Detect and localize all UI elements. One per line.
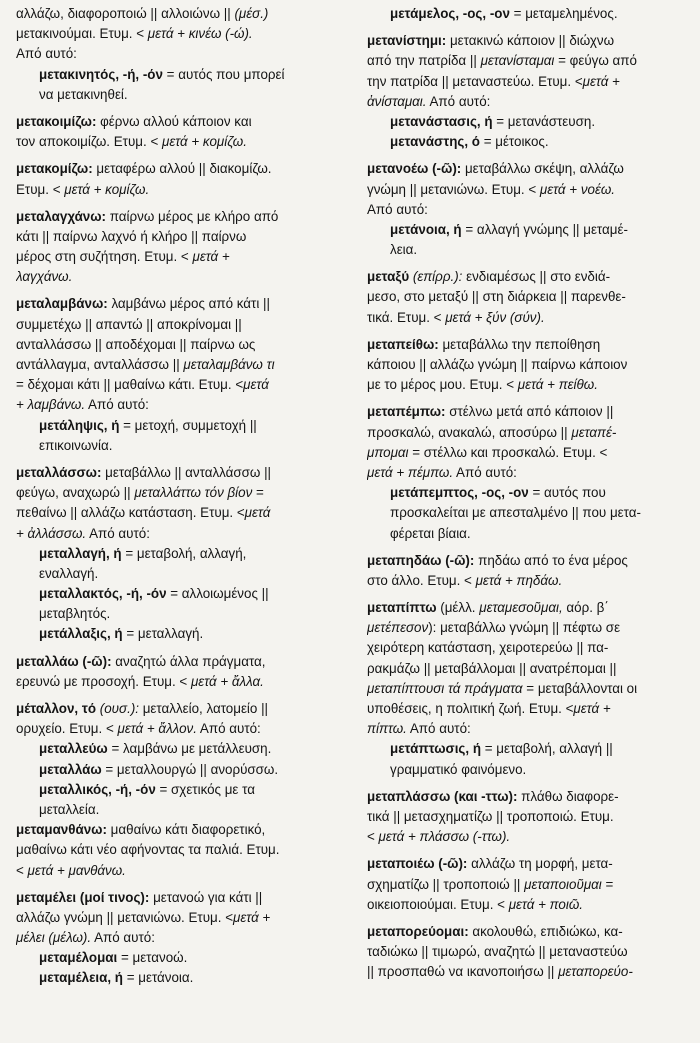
entry-line <box>367 679 689 699</box>
definition-text: λαμβάνω μέρος από κάτι || <box>107 296 270 312</box>
entry-line <box>367 335 689 355</box>
etymology-italic: μετά + πέμπω. <box>367 464 454 480</box>
subentry-line <box>16 624 334 644</box>
definition-text: αντάλλαγμα, ανταλλάσσω || <box>16 357 184 372</box>
headword: μετάληψις, ή <box>39 417 120 433</box>
definition-text: την πατρίδα || μεταναστεύω. Ετυμ. < <box>367 73 583 89</box>
entry-line <box>367 375 689 395</box>
definition-text: γραμματικό φαινόμενο. <box>390 761 527 777</box>
subentry-line <box>367 760 689 780</box>
definition-text: τικά. Ετυμ. < <box>367 309 446 325</box>
entry-line <box>367 355 689 375</box>
definition-text: να μετακινηθεί. <box>39 86 128 102</box>
etymology-italic: λαγχάνω. <box>16 269 73 285</box>
etymology-italic: μετανίσταμαι <box>480 53 555 69</box>
etymology-italic: (ουσ.): <box>96 701 139 716</box>
entry-line <box>16 395 334 415</box>
definition-text: < <box>367 829 379 845</box>
entry-line <box>16 652 334 672</box>
left-column <box>16 4 334 989</box>
subentry-line <box>367 739 689 759</box>
entry-line <box>367 827 689 847</box>
definition-text: μαθαίνω κάτι νέο αφήνοντας τα παλιά. Ετυμ. <box>16 842 280 858</box>
definition-text: ): μεταβάλλω γνώμη || πέφτω σε <box>428 620 621 636</box>
headword: μεταπίπτω <box>367 600 437 616</box>
definition-text: με το μέρος μου. Ετυμ. < <box>367 377 518 393</box>
entry-line <box>367 598 689 618</box>
etymology-italic: μετά + <box>582 73 620 89</box>
headword: μετάμελος, -ος, -ον <box>390 6 510 21</box>
subentry-line <box>367 220 689 240</box>
definition-text: μετακινώ κάποιον || διώχνω <box>446 33 615 49</box>
headword: μεταλλαγή, ή <box>39 545 122 561</box>
definition-text: = μεταλλουργώ || ανορύσσω. <box>101 761 279 777</box>
definition-text: Από αυτό: <box>85 397 149 413</box>
definition-text: αλλάζω τη μορφή, μετα- <box>467 856 613 872</box>
definition-text: γνώμη || μετανιώνω. Ετυμ. < <box>367 181 540 197</box>
headword: μετάνοια, ή <box>390 221 462 237</box>
etymology-italic: μετά + ξύν (σύν). <box>445 309 545 325</box>
entry-line <box>367 402 689 422</box>
etymology-italic: (μέσ.) <box>234 6 269 21</box>
definition-text: = στέλλω και προσκαλώ. Ετυμ. < <box>408 444 608 460</box>
definition-text: υποθέσεις, η πολιτική ζωή. Ετυμ. < <box>367 701 574 716</box>
entry-line <box>16 463 334 483</box>
headword: μεταπείθω: <box>367 336 439 352</box>
etymology-italic: μετά + <box>573 701 611 716</box>
definition-text: μεσο, στο μεταξύ || στη διάρκεια || παρενθε- <box>367 289 626 305</box>
headword: μετάλλαξις, ή <box>39 626 123 642</box>
etymology-italic: μεταλαμβάνω τι <box>183 357 275 372</box>
headword: μεταλλάσσω: <box>16 464 102 480</box>
entry-line <box>367 180 689 200</box>
dictionary-entry <box>16 159 334 199</box>
definition-text: Από αυτό: <box>453 464 517 480</box>
dictionary-entry <box>367 922 689 983</box>
definition-text: μεταφέρω αλλού || διακομίζω. <box>92 161 272 177</box>
definition-text: ενδιαμέσως || στο ενδιά- <box>462 269 611 285</box>
definition-text: = αλλοιωμένος || <box>166 586 269 602</box>
entry-line <box>367 638 689 658</box>
entry-line <box>16 888 334 908</box>
definition-text: λεια. <box>390 242 418 258</box>
dictionary-entry <box>16 652 334 692</box>
definition-text: = μεταλλαγή. <box>122 626 204 642</box>
etymology-italic: + ἀλλάσσω. <box>16 525 87 541</box>
etymology-italic: μετά + ἄλλον. <box>117 721 197 737</box>
etymology-italic: + λαμβάνω. <box>16 397 86 413</box>
dictionary-entry <box>367 335 689 396</box>
definition-text: πεθαίνω || αλλάζω κατάσταση. Ετυμ. < <box>16 505 245 521</box>
definition-text: φέρεται βίαια. <box>390 525 471 541</box>
dictionary-entry <box>16 207 334 288</box>
definition-text: ορυχείο. Ετυμ. < <box>16 721 118 737</box>
subentry-line <box>16 800 334 820</box>
etymology-italic: μεταμεσοῦμαι, <box>479 600 563 616</box>
etymology-italic: μετά + ἄλλα. <box>190 673 264 689</box>
subentry-line <box>16 739 334 759</box>
subentry-line <box>367 112 689 132</box>
headword: μετανάστης, ό <box>390 134 480 150</box>
subentry-line <box>16 65 334 85</box>
headword: μετανοέω (-ῶ): <box>367 161 462 177</box>
headword: μεταπορεύομαι: <box>367 923 469 939</box>
definition-text: χειρότερη κατάσταση, χειροτερεύω || πα- <box>367 640 609 656</box>
definition-text: Ετυμ. < <box>16 181 65 197</box>
headword: μεταμέλει (μοί τινος): <box>16 889 150 905</box>
entry-line <box>16 483 334 503</box>
etymology-italic: μπομαι <box>367 444 409 460</box>
entry-line <box>367 200 689 220</box>
headword: μετανίστημι: <box>367 33 447 49</box>
entry-line <box>16 4 334 24</box>
entry-line <box>16 699 334 719</box>
subentry-line <box>16 948 334 968</box>
entry-line <box>367 423 689 443</box>
definition-text: μετακινούμαι. Ετυμ. < <box>16 26 148 42</box>
entry-line <box>16 227 334 247</box>
dictionary-entry <box>16 888 334 989</box>
entry-line <box>16 159 334 179</box>
definition-text: φέρνω αλλού κάποιον και <box>96 113 252 129</box>
definition-text: = μετοχή, συμμετοχή || <box>119 417 257 433</box>
definition-text: τικά || μετασχηματίζω || τροποποιώ. Ετυμ. <box>367 808 614 824</box>
dictionary-entry <box>367 159 689 260</box>
definition-text: = μετανοώ. <box>117 950 188 966</box>
subentry-line <box>367 4 689 24</box>
entry-line <box>16 820 334 840</box>
headword: μεταλαμβάνω: <box>16 296 108 312</box>
etymology-italic: μέλει (μέλω). <box>16 930 92 946</box>
entry-line <box>16 180 334 200</box>
definition-text: (μέλλ. <box>436 600 480 616</box>
definition-text: = αυτός που <box>528 485 606 501</box>
subentry-line <box>16 760 334 780</box>
definition-text: Από αυτό: <box>406 721 471 737</box>
subentry-line <box>367 503 689 523</box>
etymology-italic: μετά + κομίζω. <box>162 134 247 150</box>
definition-text: προσκαλείται με απεσταλμένο || που μετα- <box>390 505 641 521</box>
entry-line <box>367 854 689 874</box>
etymology-italic: μετέπεσον <box>367 620 429 636</box>
definition-text: Από αυτό: <box>367 201 428 217</box>
entry-line <box>367 699 689 719</box>
definition-text: μέρος στη συζήτηση. Ετυμ. < <box>16 249 193 265</box>
entry-line <box>16 267 334 287</box>
definition-text: = μεταμελημένος. <box>509 6 618 21</box>
headword: μεταλλικός, -ή, -όν <box>39 781 156 797</box>
definition-text: κάτι || παίρνω λαχνό ή κλήρο || παίρνω <box>16 228 247 244</box>
definition-text: = μεταβολή, αλλαγή || <box>481 741 613 757</box>
headword: μετακινητός, -ή, -όν <box>39 66 163 82</box>
definition-text: ερευνώ με προσοχή. Ετυμ. < <box>16 673 191 689</box>
headword: μεταλαγχάνω: <box>16 208 107 224</box>
entry-line <box>367 719 689 739</box>
headword: μεταξύ <box>367 269 410 285</box>
definition-text: = μεταβάλλονται οι <box>522 680 638 696</box>
dictionary-entry <box>367 551 689 591</box>
etymology-italic: μετά + <box>233 909 271 925</box>
definition-text: μεταλλείο, λατομείο || <box>139 701 269 716</box>
etymology-italic: μετά + νοέω. <box>539 181 616 197</box>
entry-line <box>16 355 334 375</box>
definition-text: μαθαίνω κάτι διαφορετικό, <box>106 822 266 838</box>
entry-line <box>367 922 689 942</box>
etymology-italic: μεταπέ- <box>571 424 617 440</box>
entry-line <box>367 267 689 287</box>
definition-text: πλάθω διαφορε- <box>517 788 619 804</box>
headword: μεταποιέω (-ῶ): <box>367 856 468 872</box>
definition-text: μεταβάλλω σκέψη, αλλάζω <box>461 161 624 177</box>
entry-line <box>367 308 689 328</box>
definition-text: = αλλαγή γνώμης || μεταμέ- <box>461 221 628 237</box>
subentry-line <box>16 564 334 584</box>
entry-line <box>367 618 689 638</box>
entry-line <box>16 294 334 314</box>
entry-line <box>16 132 334 152</box>
definition-text: από την πατρίδα || <box>367 53 481 69</box>
entry-line <box>367 807 689 827</box>
entry-line <box>367 659 689 679</box>
etymology-italic: ἀνίσταμαι. <box>367 93 427 109</box>
entry-line <box>16 24 334 44</box>
headword: μεταλλακτός, -ή, -όν <box>39 586 167 602</box>
etymology-italic: μετά + πείθω. <box>517 377 598 393</box>
subentry-line <box>16 584 334 604</box>
headword: μεταμανθάνω: <box>16 822 107 838</box>
entry-line <box>16 315 334 335</box>
entry-line <box>16 524 334 544</box>
entry-line <box>367 463 689 483</box>
dictionary-entry <box>16 820 334 881</box>
subentry-line <box>367 132 689 152</box>
headword: μετανάστασις, ή <box>390 113 493 129</box>
subentry-line <box>16 416 334 436</box>
definition-text: Από αυτό: <box>86 525 150 541</box>
entry-line <box>16 840 334 860</box>
dictionary-entry <box>16 463 334 645</box>
etymology-italic: μεταλλάττω τόν βίον <box>134 485 253 501</box>
entry-line <box>16 503 334 523</box>
definition-text: αλλάζω γνώμη || μετανιώνω. Ετυμ. < <box>16 909 234 925</box>
definition-text: εναλλαγή. <box>39 565 99 581</box>
etymology-italic: μετά <box>244 505 271 521</box>
definition-text: ρακμάζω || μεταβάλλομαι || ανατρέπομαι || <box>367 660 617 676</box>
definition-text: = μετάνοια. <box>123 970 194 986</box>
dictionary-entry <box>367 854 689 915</box>
definition-text: φεύγω, αναχωρώ || <box>16 485 135 501</box>
entry-line <box>367 92 689 112</box>
definition-text: ανταλλάσσω || αποδέχομαι || παίρνω ως <box>16 336 256 352</box>
headword: μετάπεμπτος, -ος, -ον <box>390 485 529 501</box>
dictionary-entry <box>367 402 689 543</box>
definition-text: = αυτός που μπορεί <box>162 66 285 82</box>
entry-line <box>16 44 334 64</box>
definition-text: = λαμβάνω με μετάλλευση. <box>107 741 272 757</box>
entry-line <box>367 571 689 591</box>
definition-text: Από αυτό: <box>426 93 491 109</box>
definition-text: στο άλλο. Ετυμ. < <box>367 572 476 588</box>
headword: μετάπτωσις, ή <box>390 741 482 757</box>
definition-text: Από αυτό: <box>16 46 77 62</box>
subentry-line <box>367 524 689 544</box>
entry-line <box>367 31 689 51</box>
dictionary-entry <box>367 787 689 848</box>
definition-text: στέλνω μετά από κάποιον || <box>445 404 614 420</box>
headword: μεταλλεύω <box>39 741 108 757</box>
entry-line <box>16 719 334 739</box>
definition-text: μεταλλεία. <box>39 801 100 817</box>
entry-line <box>367 942 689 962</box>
dictionary-entry <box>367 4 689 24</box>
definition-text: οικειοποιούμαι. Ετυμ. < <box>367 896 509 912</box>
entry-line <box>16 908 334 928</box>
dictionary-entry <box>16 699 334 820</box>
definition-text: = δέχομαι κάτι || μαθαίνω κάτι. Ετυμ. < <box>16 377 244 393</box>
definition-text: μεταβάλλω την πεποίθηση <box>438 336 601 352</box>
entry-line <box>367 787 689 807</box>
etymology-italic: μεταπίπτουσι τά πράγματα <box>367 680 523 696</box>
definition-text: = μεταβολή, αλλαγή, <box>121 545 247 561</box>
definition-text: < <box>16 862 28 878</box>
headword: μετακοιμίζω: <box>16 113 97 129</box>
definition-text: αόρ. β΄ <box>562 600 609 616</box>
definition-text: πηδάω από το ένα μέρος <box>474 552 628 568</box>
etymology-italic: μετά + κομίζω. <box>64 181 150 197</box>
entry-line <box>367 51 689 71</box>
etymology-italic: μετά + πηδάω. <box>475 572 563 588</box>
headword: μεταπέμπω: <box>367 404 446 420</box>
definition-text: συμμετέχω || απαντώ || αποκρίνομαι || <box>16 316 242 332</box>
entry-line <box>16 335 334 355</box>
definition-text: = <box>601 876 614 892</box>
entry-line <box>16 928 334 948</box>
definition-text: κάποιου || αλλάζω γνώμη || παίρνω κάποιον <box>367 357 628 372</box>
definition-text: = μέτοικος. <box>479 134 549 150</box>
definition-text: αναζητώ άλλα πράγματα, <box>111 653 266 669</box>
definition-text: Από αυτό: <box>91 930 155 946</box>
definition-text: μεταβλητός. <box>39 606 111 622</box>
headword: μεταπλάσσω (και -ττω): <box>367 788 518 804</box>
subentry-line <box>16 85 334 105</box>
right-column <box>367 4 689 982</box>
entry-line <box>367 875 689 895</box>
definition-text: αλλάζω, διαφοροποιώ || αλλοιώνω || <box>16 6 235 21</box>
headword: μέταλλον, τό <box>16 701 97 716</box>
etymology-italic: πίπτω. <box>367 721 407 737</box>
definition-text: = <box>252 485 264 501</box>
etymology-italic: μετά + ποιῶ. <box>508 896 583 912</box>
dictionary-entry <box>367 598 689 780</box>
dictionary-entry <box>367 267 689 328</box>
subentry-line <box>16 780 334 800</box>
definition-text: = φεύγω από <box>554 53 637 69</box>
headword: μεταλλάω (-ῶ): <box>16 653 112 669</box>
entry-line <box>16 375 334 395</box>
definition-text: ακολουθώ, επιδιώκω, κα- <box>468 923 623 939</box>
headword: μεταμέλεια, ή <box>39 970 123 986</box>
entry-line <box>367 962 689 982</box>
etymology-italic: μετά + πλάσσω (-ττω). <box>378 829 511 845</box>
dictionary-entry <box>16 112 334 152</box>
definition-text: ταδιώκω || τιμωρώ, αναζητώ || μεταναστεύω <box>367 944 628 960</box>
etymology-italic: (επίρρ.): <box>409 269 463 285</box>
definition-text: = μετανάστευση. <box>492 113 596 129</box>
etymology-italic: μετά <box>243 377 269 393</box>
dictionary-entry <box>16 294 334 456</box>
headword: μεταμέλομαι <box>39 950 118 966</box>
definition-text: Από αυτό: <box>196 721 261 737</box>
headword: μεταπηδάω (-ῶ): <box>367 552 475 568</box>
etymology-italic: μετά + <box>192 249 230 265</box>
entry-line <box>367 443 689 463</box>
headword: μετακομίζω: <box>16 161 93 177</box>
entry-line <box>367 72 689 92</box>
definition-text: προσκαλώ, ανακαλώ, αποσύρω || <box>367 424 572 440</box>
subentry-line <box>16 604 334 624</box>
entry-line <box>367 895 689 915</box>
etymology-italic: μεταπορεύο- <box>558 964 633 980</box>
entry-line <box>16 672 334 692</box>
subentry-line <box>16 544 334 564</box>
entry-line <box>367 159 689 179</box>
definition-text: επικοινωνία. <box>39 437 113 453</box>
etymology-italic: μεταποιοῦμαι <box>524 876 602 892</box>
entry-line <box>16 861 334 881</box>
entry-line <box>367 551 689 571</box>
entry-line <box>16 207 334 227</box>
dictionary-entry <box>367 31 689 152</box>
definition-text: σχηματίζω || τροποποιώ || <box>367 876 525 892</box>
definition-text: μετανοώ για κάτι || <box>149 889 263 905</box>
entry-line <box>16 247 334 267</box>
definition-text: = σχετικός με τα <box>155 781 255 797</box>
definition-text: παίρνω μέρος με κλήρο από <box>106 208 279 224</box>
dictionary-entry <box>16 4 334 105</box>
subentry-line <box>367 483 689 503</box>
headword: μεταλλάω <box>39 761 102 777</box>
definition-text: μεταβάλλω || ανταλλάσσω || <box>101 464 272 480</box>
entry-line <box>367 287 689 307</box>
subentry-line <box>16 968 334 988</box>
etymology-italic: μετά + μανθάνω. <box>27 862 126 878</box>
entry-line <box>16 112 334 132</box>
subentry-line <box>16 436 334 456</box>
definition-text: || προσπαθώ να ικανοποιήσω || <box>367 964 559 980</box>
subentry-line <box>367 240 689 260</box>
etymology-italic: μετά + κινέω (-ώ). <box>147 26 253 42</box>
definition-text: τον αποκοιμίζω. Ετυμ. < <box>16 134 162 150</box>
